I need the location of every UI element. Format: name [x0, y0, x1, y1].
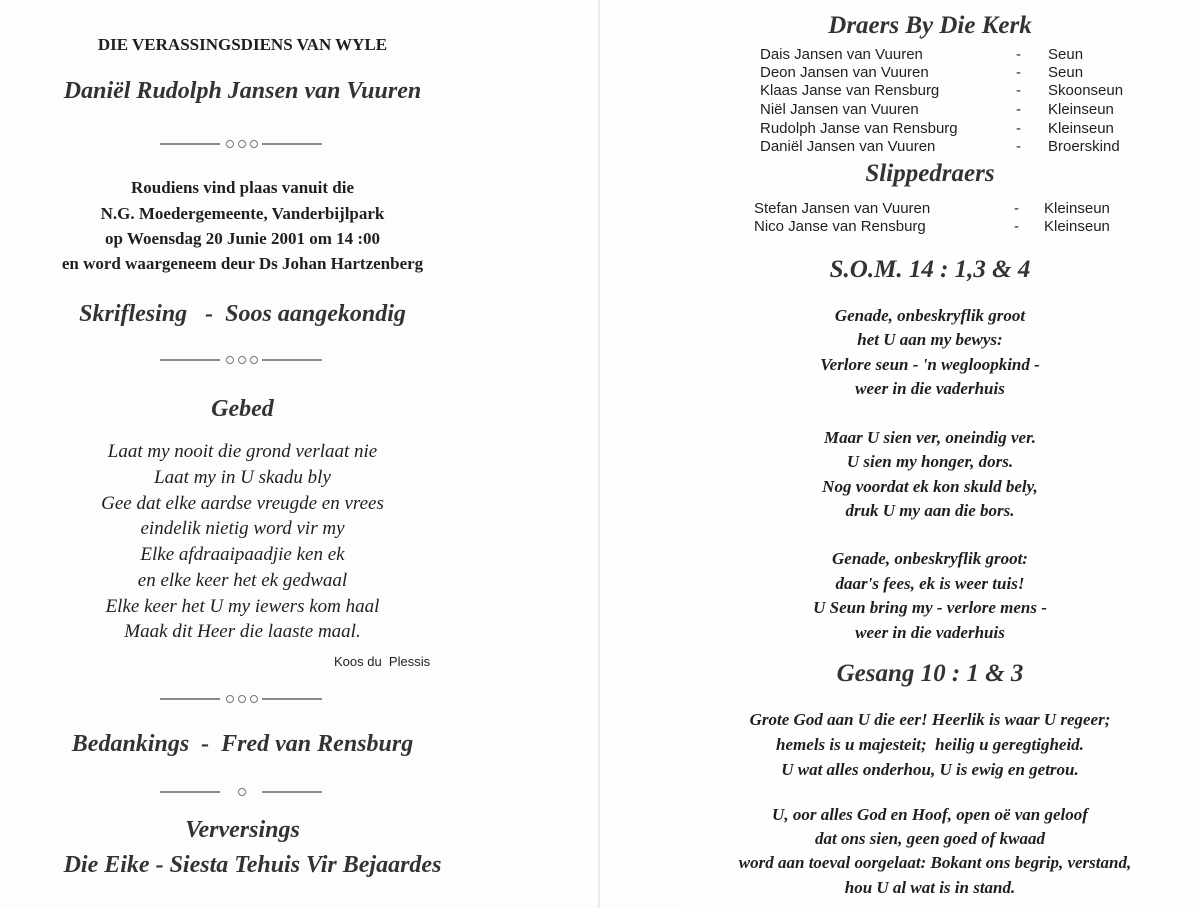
- bearer-relation: Skoonseun: [1048, 82, 1124, 99]
- hymn2-line: word aan toeval oorgelaat: Bokant ons begrip, verstand,: [738, 853, 1132, 872]
- bearer-relation: Broerskind: [1048, 138, 1120, 155]
- service-info-line-2: N.G. Moedergemeente, Vanderbijlpark: [100, 204, 385, 223]
- service-info-line-4: en word waargeneem deur Ds Johan Hartzenberg: [61, 254, 424, 273]
- hymn1-line: Nog voordat ek kon skuld bely,: [822, 477, 1038, 496]
- hymn1-line: druk U my aan die bors.: [845, 501, 1015, 520]
- bearer-relation: Seun: [1048, 46, 1084, 63]
- prayer-line: Laat my nooit die grond verlaat nie: [107, 441, 378, 462]
- bearer-relation: Kleinseun: [1048, 120, 1114, 137]
- bearer-name: Niël Jansen van Vuuren: [760, 101, 919, 118]
- bearer-dash: -: [1014, 200, 1019, 217]
- pall-bearers-title: Slippedraers: [865, 160, 995, 187]
- pall-bearer-row: [754, 218, 1174, 236]
- refreshments-title: Verversings: [185, 817, 300, 843]
- bearer-name: Daniël Jansen van Vuuren: [760, 138, 936, 155]
- bearer-name: Stefan Jansen van Vuuren: [754, 200, 931, 217]
- church-bearer-row: [760, 46, 1180, 64]
- prayer-line: eindelik nietig word vir my: [140, 518, 345, 539]
- service-heading: DIE VERASSINGSDIENS VAN WYLE: [97, 35, 388, 54]
- bearer-dash: -: [1016, 101, 1021, 118]
- hymn2-title: Gesang 10 : 1 & 3: [836, 660, 1024, 687]
- hymn1-line: U sien my honger, dors.: [846, 452, 1014, 471]
- hymn2-line: U, oor alles God en Hoof, open oë van geloof: [772, 805, 1088, 824]
- bearer-name: Klaas Janse van Rensburg: [760, 82, 940, 99]
- bearer-name: Dais Jansen van Vuuren: [760, 46, 923, 63]
- hymn1-line: het U aan my bewys:: [857, 330, 1003, 349]
- hymn1-title: S.O.M. 14 : 1,3 & 4: [829, 256, 1031, 283]
- church-bearer-row: [760, 120, 1180, 138]
- ornament-divider-icon: [160, 138, 322, 150]
- church-bearer-row: [760, 64, 1180, 82]
- thanks-line: Bedankings - Fred van Rensburg: [71, 731, 414, 757]
- hymn2-line: Grote God aan U die eer! Heerlik is waar U regeer;: [749, 710, 1111, 729]
- hymn1-line: U Seun bring my - verlore mens -: [813, 598, 1047, 617]
- prayer-title: Gebed: [211, 396, 274, 422]
- right-page: [680, 0, 1200, 908]
- ornament-divider-icon: [160, 786, 322, 798]
- bearer-dash: -: [1016, 120, 1021, 137]
- hymn2-line: dat ons sien, geen goed of kwaad: [815, 829, 1045, 848]
- church-bearer-row: [760, 101, 1180, 119]
- prayer-line: en elke keer het ek gedwaal: [137, 570, 348, 591]
- hymn1-line: Genade, onbeskryflik groot: [834, 306, 1026, 325]
- hymn1-line: daar's fees, ek is weer tuis!: [835, 574, 1025, 593]
- hymn1-line: Verlore seun - 'n wegloopkind -: [820, 355, 1040, 374]
- hymn1-line: Maar U sien ver, oneindig ver.: [823, 428, 1037, 447]
- bearer-relation: Kleinseun: [1048, 101, 1114, 118]
- hymn2-line: U wat alles onderhou, U is ewig en getrou.: [781, 760, 1079, 779]
- bearer-relation: Kleinseun: [1044, 200, 1110, 217]
- hymn1-line: weer in die vaderhuis: [855, 379, 1005, 398]
- service-info-line-3: op Woensdag 20 Junie 2001 om 14 :00: [104, 229, 381, 248]
- pall-bearer-row: [754, 200, 1174, 218]
- church-bearer-row: [760, 82, 1180, 100]
- page-fold: [598, 0, 600, 908]
- bearer-name: Nico Janse van Rensburg: [754, 218, 926, 235]
- prayer-line: Elke afdraaipaadjie ken ek: [140, 544, 345, 565]
- bearer-dash: -: [1016, 138, 1021, 155]
- refreshments-place: Die Eike - Siesta Tehuis Vir Bejaardes: [63, 852, 442, 878]
- bearer-relation: Kleinseun: [1044, 218, 1110, 235]
- bearer-dash: -: [1016, 64, 1021, 81]
- prayer-author: Koos du Plessis: [334, 654, 431, 669]
- ornament-divider-icon: [160, 354, 322, 366]
- hymn1-line: Genade, onbeskryflik groot:: [832, 549, 1028, 568]
- bearer-dash: -: [1016, 46, 1021, 63]
- service-info-line-1: Roudiens vind plaas vanuit die: [131, 178, 354, 197]
- hymn2-line: hemels is u majesteit; heilig u geregtigheid.: [776, 735, 1084, 754]
- bearer-dash: -: [1016, 82, 1021, 99]
- bearer-relation: Seun: [1048, 64, 1084, 81]
- reading-line: Skriflesing - Soos aangekondig: [79, 301, 406, 327]
- prayer-line: Maak dit Heer die laaste maal.: [124, 621, 361, 642]
- ornament-divider-icon: [160, 693, 322, 705]
- hymn2-line: hou U al wat is in stand.: [844, 878, 1016, 897]
- bearer-name: Rudolph Janse van Rensburg: [760, 120, 958, 137]
- prayer-line: Elke keer het U my iewers kom haal: [105, 596, 380, 617]
- left-page: [0, 0, 485, 908]
- church-bearer-row: [760, 138, 1180, 156]
- bearer-name: Deon Jansen van Vuuren: [760, 64, 929, 81]
- hymn1-line: weer in die vaderhuis: [855, 623, 1005, 642]
- prayer-line: Gee dat elke aardse vreugde en vrees: [101, 493, 384, 514]
- bearer-dash: -: [1014, 218, 1019, 235]
- prayer-line: Laat my in U skadu bly: [154, 467, 331, 488]
- deceased-name: Daniël Rudolph Jansen van Vuuren: [63, 78, 422, 104]
- church-bearers-title: Draers By Die Kerk: [828, 12, 1032, 39]
